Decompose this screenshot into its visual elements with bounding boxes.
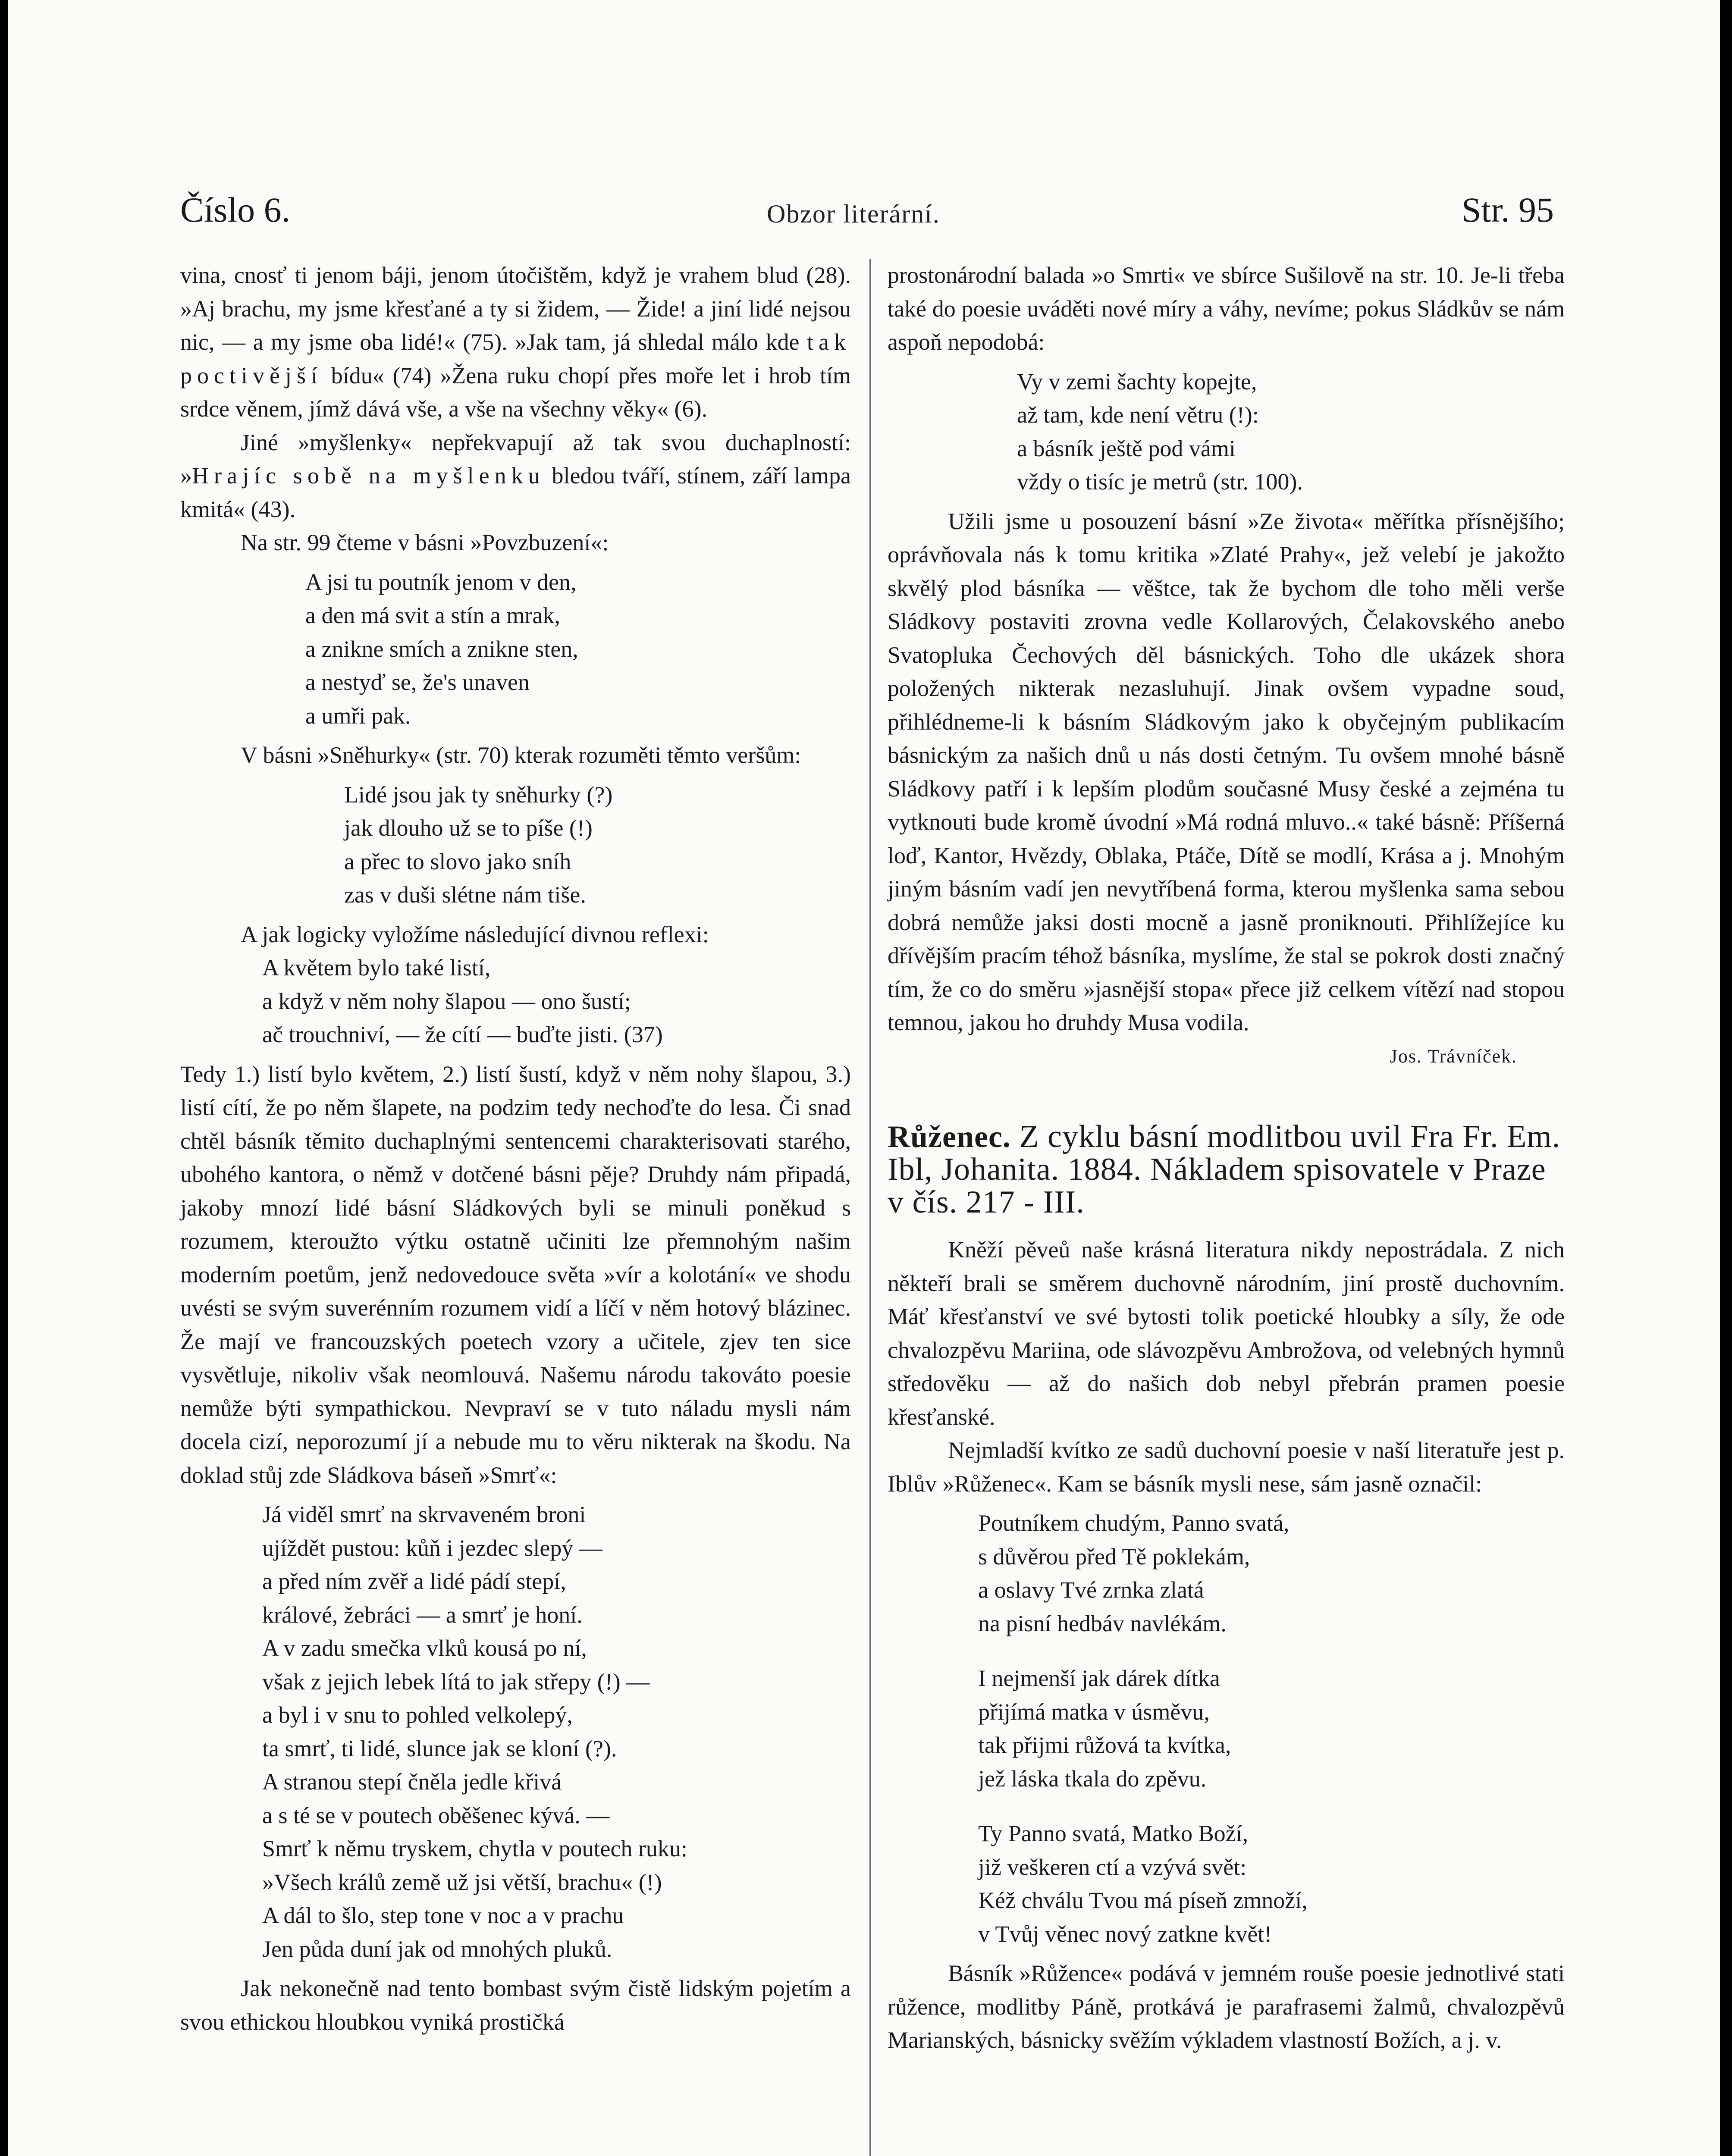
spaced-text: Hrajíc sobě na myšlenku (192, 463, 545, 489)
paragraph (180, 259, 851, 426)
paragraph: V básni »Sněhurky« (str. 70) kterak rozuměti těmto veršům: (241, 742, 801, 768)
poem-excerpt (180, 951, 851, 1052)
right-column (888, 259, 1565, 2057)
paragraph: A jak logicky vyložíme následující divnou reflexi: (241, 921, 709, 947)
spaced-text: tak poctivější (180, 329, 851, 389)
verse-line: Lidé jsou jak ty sněhurky (?) (344, 781, 613, 808)
verse-line: I nejmenší jak dárek dítka (978, 1665, 1220, 1691)
verse-line: A v zadu smečka vlků kousá po ní, (262, 1635, 587, 1661)
verse-line: zas v duši slétne nám tiše. (344, 882, 586, 908)
paragraph: Básník »Růžence« podává v jemném rouše poesie jednotlivé stati růžence, modlitby Páně, protkává je parafrasemi žalmů, chvalozpěvů Marianských, básnicky svěžím výkladem vlastností Božích, a j. v. (888, 1960, 1565, 2053)
verse-line: až tam, kde není větru (!): (1017, 402, 1259, 428)
paragraph: Užili jsme u posouzení básní »Ze života« měřítka přísnějšího; oprávňovala nás k tomu kritika »Zlaté Prahy«, jež velebí je jakožto skvělý plod básníka — věštce, tak že bychom dle toho měli verše Sládkovy postaviti zrovna vedle Kollarových, Čelakovského anebo Svatopluka Čechových děl básnických. Toho dle ukázek shora položených nikterak nezasluhují. Jinak ovšem vypadne soud, přihlédneme-li k básním Sládkovým jako k obyčejným publikacím básnickým za našich dnů u nás dosti četným. Tu ovšem mnohé básně Sládkovy patří i k lepším plodům současné Musy české a zejména tu vytknouti bude kromě úvodní »Má rodná mluvo..« také básně: Příšerná loď, Kantor, Hvězdy, Oblaka, Ptáče, Dítě se modlí, Krása a j. Mnohým jiným básním vadí jen nevytříbená forma, kterou myšlenka sama sebou dobrá nemůže jaksi dosti mocně a jasně proniknouti. Přihlížejíce ku dřívějším pracím téhož básníka, myslíme, že stal se pokrok dosti značný tím, že co do směru »jasnější stopa« přece již celkem vítězí nad stopou temnou, jakou ho druhdy Musa vodila. (888, 508, 1565, 1035)
text-run: bídu« (74) »Žena ruku chopí přes moře let i hrob tím srdce věnem, jímž dává vše, a vše na všechny věky« (6). (180, 362, 851, 422)
page-header (8, 190, 1720, 237)
verse-line: »Všech králů země už jsi větší, brachu« (!) (262, 1869, 662, 1895)
journal-title: Obzor literární. (767, 200, 940, 228)
review-heading (888, 1120, 1565, 1219)
verse-line: a s té se v poutech oběšenec kývá. — (262, 1802, 610, 1828)
paragraph: Na str. 99 čteme v básni »Povzbuzení«: (241, 530, 609, 555)
paragraph: Tedy 1.) listí bylo květem, 2.) listí šustí, když v něm nohy šlapou, 3.) listí cítí, že po něm šlapete, na podzim tedy nechoďte do lesa. Či snad chtěl básník těmito duchaplnými sentencemi charakterisovati starého, ubohého kantora, o němž v dotčené básni pěje? Druhdy nám připadá, jakoby mnozí lidé básní Sládkových byli se minuli poněkud s rozumem, kteroužto výtku ostatně učiniti lze přemnohým našim moderním poetům, jenž nedovedouce světa »vír a kolotání« ve shodu uvésti se svým suverénním rozumem vidí a líčí v něm hotový blázinec. Že mají ve francouzských poetech vzory a učitele, zjev ten sice vysvětluje, nikoliv však neomlouvá. Našemu národu takováto poesie nemůže býti sympathickou. Nevpraví se v tuto náladu mysli nám docela cizí, neporozumí jí a nebude mu to věru nikterak na škodu. Na doklad stůj zde Sládkova báseň »Smrť«: (180, 1061, 851, 1488)
paragraph (180, 426, 851, 526)
paragraph: Kněží pěveů naše krásná literatura nikdy nepostrádala. Z nich někteří brali se směrem duchovně národním, jiní prostě duchovním. Máť křesťanství ve své bytosti tolik poetické hloubky a síly, že ode chvalozpěvu Mariina, ode slávozpěvu Ambrožova, od velebných hymnů středověku — až do našich dob nebyl přebrán pramen poesie křesťanské. (888, 1237, 1565, 1430)
text-run: vina, cnosť ti jenom báji, jenom útočištěm, když je vrahem blud (28). »Aj brachu, my jsme křesťané a ty si židem, — Žide! a jiní lidé nejsou nic, — a my jsme oba lidé!« (75). »Jak tam, já shledal málo kde (180, 262, 851, 355)
poem-excerpt (888, 365, 1565, 499)
column-divider (869, 259, 871, 2156)
author-signature: Jos. Trávníček. (1390, 1045, 1517, 1067)
review-title: Z cyklu básní modlitbou uvil Fra Fr. Em. Ibl, Johanita. 1884. Nákladem spisovatele v Praze v čís. 217 - III. (888, 1119, 1561, 1220)
paragraph: Nejmladší kvítko ze sadů duchovní poesie v naší literatuře jest p. Iblův »Růženec«. Kam se básník mysli nese, sám jasně označil: (888, 1437, 1565, 1497)
verse-line: ač trouchniví, — že cítí — buďte jisti. (37) (262, 1022, 663, 1047)
verse-line: a přec to slovo jako sníh (344, 848, 571, 874)
verse-line: a znikne smích a znikne sten, (305, 636, 578, 662)
verse-line: však z jejich lebek lítá to jak střepy (!) — (262, 1668, 650, 1695)
poem-excerpt (180, 566, 851, 733)
verse-line: Kéž chválu Tvou má píseň zmnoží, (978, 1887, 1308, 1913)
verse-line: A dál to šlo, step tone v noc a v prachu (262, 1902, 624, 1928)
poem-excerpt (180, 1498, 851, 1966)
stanza (978, 1662, 1565, 1796)
verse-line: s důvěrou před Tě poklekám, (978, 1543, 1250, 1570)
verse-line: A květem bylo také listí, (262, 955, 491, 981)
verse-line: ta smrť, ti lidé, slunce jak se kloní (?). (262, 1735, 617, 1761)
verse-line: a byl i v snu to pohled velkolepý, (262, 1702, 573, 1728)
verse-line: Já viděl smrť na skrvaveném broni (262, 1501, 586, 1527)
verse-line: ujíždět pustou: kůň i jezdec slepý — (262, 1535, 602, 1561)
text-run: Jiné »myšlenky« nepřekvapují až tak svou duchaplností: » (180, 429, 851, 489)
verse-line: Vy v zemi šachty kopejte, (1017, 368, 1257, 395)
verse-line: a básník ještě pod vámi (1017, 435, 1236, 461)
verse-line: jak dlouho už se to píše (!) (344, 815, 593, 841)
verse-line: tak přijmi růžová ta kvítka, (978, 1732, 1231, 1758)
stanza (978, 1507, 1565, 1640)
verse-line: a oslavy Tvé zrnka zlatá (978, 1577, 1204, 1603)
verse-line: A stranou stepí čněla jedle křivá (262, 1769, 562, 1795)
verse-line: Jen půda duní jak od mnohých pluků. (262, 1936, 612, 1962)
verse-line: Smrť k němu tryskem, chytla v poutech ruku: (262, 1836, 687, 1861)
paragraph: prostonárodní balada »o Smrti« ve sbírce Sušilově na str. 10. Je-li třeba také do poesie uváděti nové míry a váhy, nevíme; pokus Sládkův se nám aspoň nepodobá: (888, 262, 1565, 355)
verse-line: jež láska tkala do zpěvu. (978, 1765, 1207, 1792)
verse-line: přijímá matka v úsměvu, (978, 1698, 1210, 1725)
verse-line: a před ním zvěř a lidé pádí stepí, (262, 1568, 566, 1594)
poem-excerpt (888, 1507, 1565, 1951)
review-title-bold: Růženec. (888, 1119, 1011, 1154)
verse-line: vždy o tisíc je metrů (str. 100). (1017, 469, 1303, 495)
verse-line: Ty Panno svatá, Matko Boží, (978, 1821, 1249, 1846)
scanned-page (8, 0, 1720, 2156)
verse-line: králové, žebráci — a smrť je honí. (262, 1601, 583, 1628)
verse-line: v Tvůj věnec nový zatkne květ! (978, 1921, 1272, 1947)
left-column (180, 259, 851, 2039)
verse-line: A jsi tu poutník jenom v den, (305, 569, 577, 595)
text-run: bledou tváří, stínem, září lampa kmitá« (43). (180, 463, 851, 522)
paragraph: Jak nekonečně nad tento bombast svým čistě lidským pojetím a svou ethickou hloubkou vyniká prostičká (180, 1975, 851, 2035)
page-number: Str. 95 (1461, 190, 1554, 229)
verse-line: a když v něm nohy šlapou — ono šustí; (262, 988, 631, 1014)
verse-line: a umři pak. (305, 702, 411, 729)
verse-line: a den má svit a stín a mrak, (305, 602, 560, 628)
stanza (978, 1817, 1565, 1951)
verse-line: a nestyď se, že's unaven (305, 669, 530, 695)
issue-number: Číslo 6. (180, 190, 291, 229)
poem-excerpt (180, 778, 851, 912)
verse-line: na pisní hedbáv navlékám. (978, 1610, 1227, 1636)
verse-line: Poutníkem chudým, Panno svatá, (978, 1510, 1290, 1536)
verse-line: již veškeren ctí a vzývá svět: (978, 1854, 1247, 1880)
